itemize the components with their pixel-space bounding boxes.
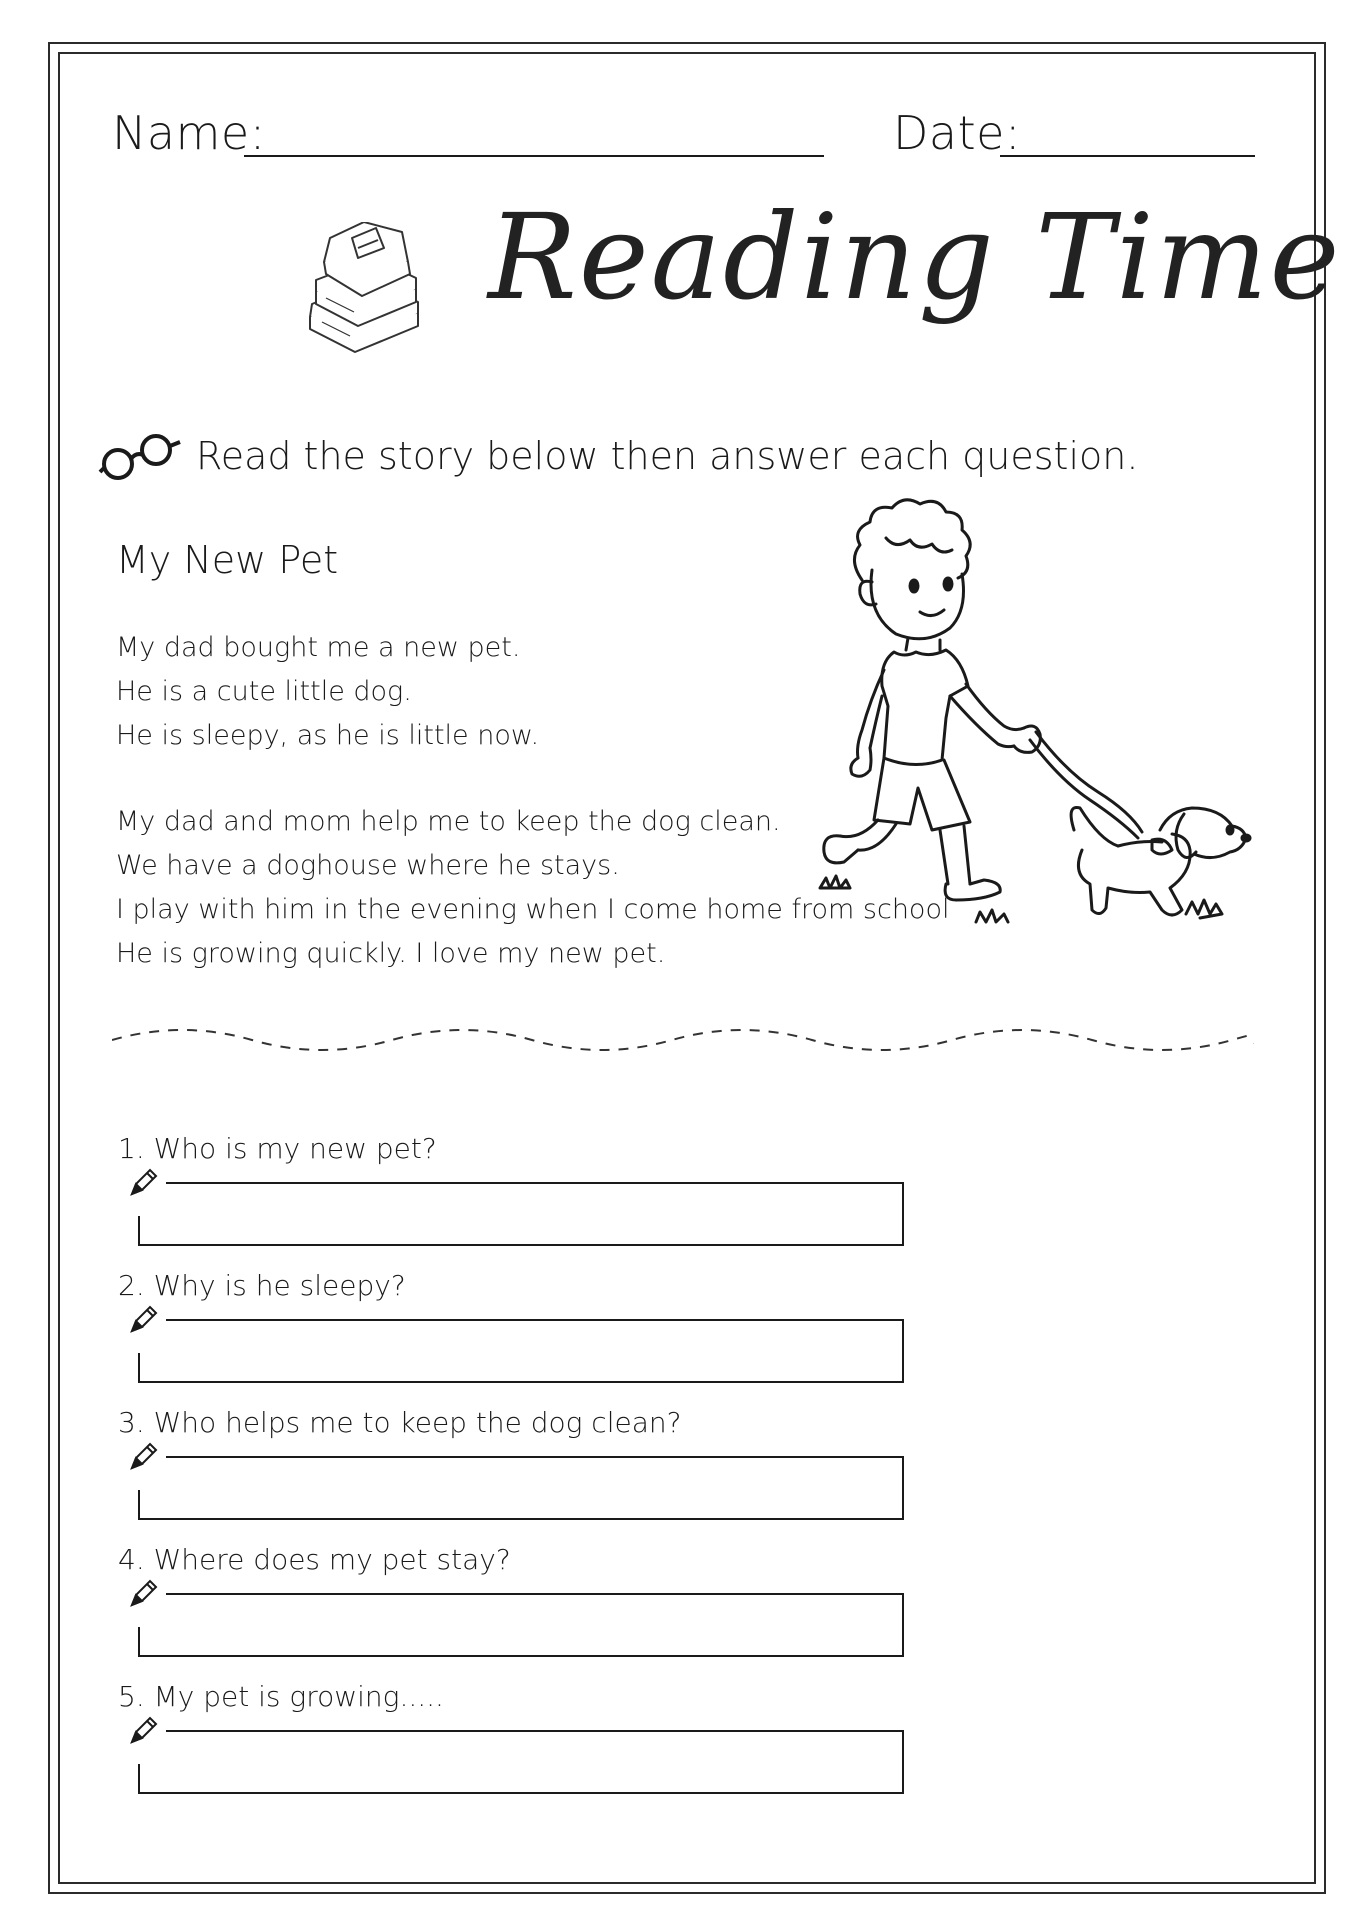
story-line: He is a cute little dog. xyxy=(116,676,412,707)
instruction-text: Read the story below then answer each question. xyxy=(196,434,1139,478)
answer-box-2[interactable] xyxy=(138,1319,904,1383)
story-title: My New Pet xyxy=(116,538,339,582)
answer-box-edge xyxy=(138,1490,140,1520)
page-title: Reading Time xyxy=(488,188,1342,326)
answer-box-3[interactable] xyxy=(138,1456,904,1520)
answer-box-1[interactable] xyxy=(138,1182,904,1246)
question-4: 4. Where does my pet stay? xyxy=(118,1543,511,1576)
story-line: He is sleepy, as he is little now. xyxy=(116,720,540,751)
boy-walking-dog-illustration xyxy=(800,490,1260,930)
answer-box-edge xyxy=(138,1216,140,1246)
name-label: Name: xyxy=(112,106,266,160)
date-label: Date: xyxy=(893,106,1021,160)
answer-box-edge xyxy=(138,1353,140,1383)
name-field[interactable] xyxy=(244,155,824,157)
question-1: 1. Who is my new pet? xyxy=(118,1132,437,1165)
answer-box-4[interactable] xyxy=(138,1593,904,1657)
answer-box-5[interactable] xyxy=(138,1730,904,1794)
wavy-divider xyxy=(112,1020,1254,1060)
question-5: 5. My pet is growing..... xyxy=(118,1680,444,1713)
question-3: 3. Who helps me to keep the dog clean? xyxy=(118,1406,682,1439)
story-line: We have a doghouse where he stays. xyxy=(116,850,620,881)
answer-box-edge xyxy=(138,1627,140,1657)
books-icon xyxy=(300,222,435,357)
date-field[interactable] xyxy=(1000,155,1255,157)
story-line: My dad bought me a new pet. xyxy=(116,632,521,663)
glasses-icon xyxy=(98,428,184,484)
story-line: He is growing quickly. I love my new pet. xyxy=(116,938,666,969)
story-line: My dad and mom help me to keep the dog clean. xyxy=(116,806,781,837)
story-line: I play with him in the evening when I come home from school xyxy=(116,894,950,925)
question-2: 2. Why is he sleepy? xyxy=(118,1269,406,1302)
answer-box-edge xyxy=(138,1764,140,1794)
